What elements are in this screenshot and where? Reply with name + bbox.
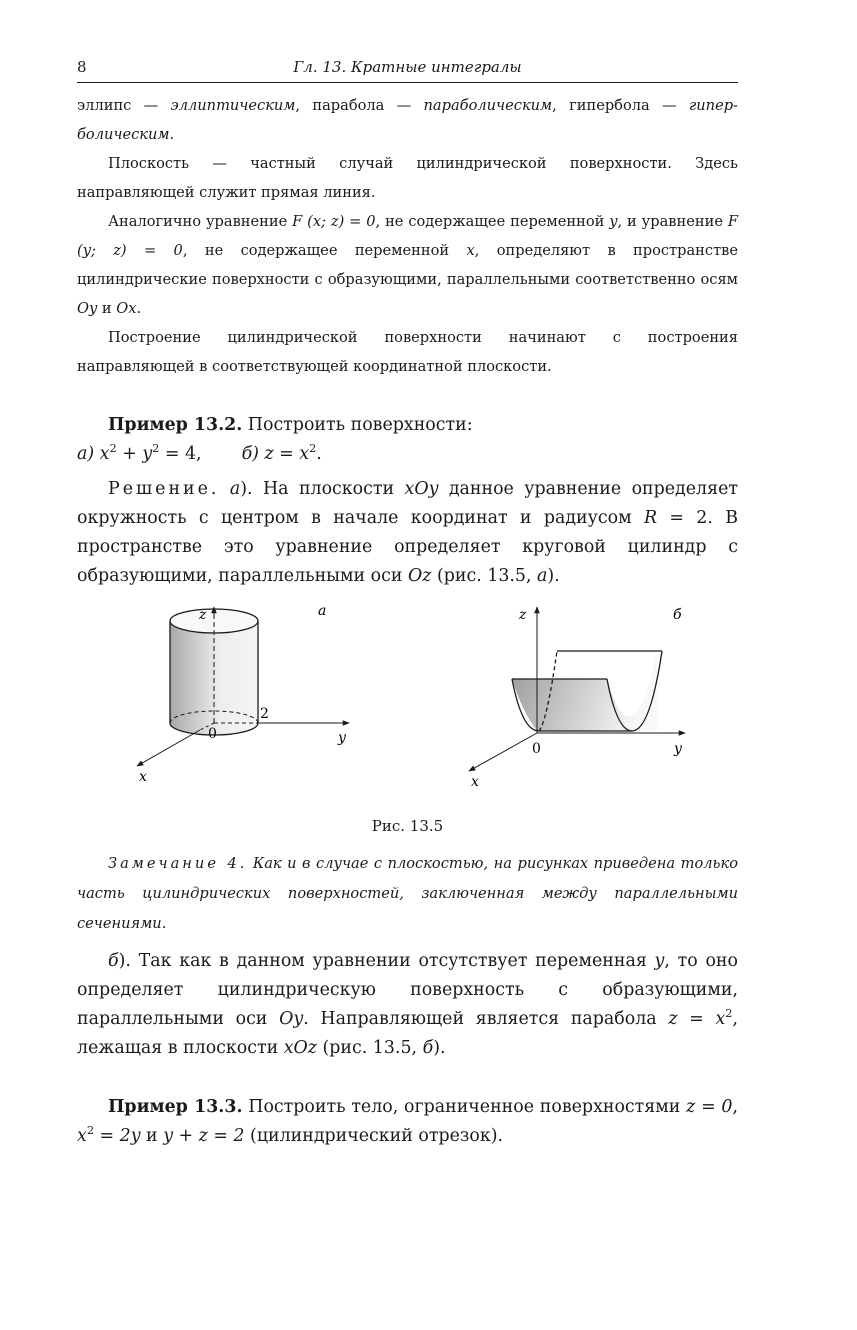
panel-b-label: б xyxy=(673,607,682,623)
panel-b-origin-label: 0 xyxy=(532,741,541,757)
figure-13-5 xyxy=(77,601,738,841)
panel-a-radius-label: 2 xyxy=(260,706,269,722)
panel-a-x-label: x xyxy=(139,769,147,785)
figure-drawing xyxy=(77,601,738,811)
panel-a-z-label: z xyxy=(199,607,207,623)
paragraph-construction: Построение цилиндрической поверхности начинают с построения направляющей в соответствующей координатной плоскости. xyxy=(77,329,738,375)
panel-a-label: а xyxy=(318,603,327,619)
remark-label: Замечание 4. xyxy=(108,855,248,872)
example-label: Пример 13.2. xyxy=(108,415,243,435)
panel-b-z-label: z xyxy=(519,607,527,623)
panel-a-y-label: y xyxy=(338,730,346,746)
figure-caption: Рис. 13.5 xyxy=(371,817,444,835)
paragraph-analogous: Аналогично уравнение F (x; z) = 0, не содержащее переменной y, и уравнение F (y; z) = 0, не содержащее переменной x, определяют в пространстве цилиндрические поверхности с образующими, параллельными соответственно осям Oy и Ox. xyxy=(77,213,738,317)
chapter-title: Гл. 13. Кратные интегралы xyxy=(293,58,522,76)
panel-a-origin-label: 0 xyxy=(208,726,217,742)
example-13-2: Пример 13.2. Построить поверхности: а) $x^2 + y^2 = 4$, б) $z = x^2$. xyxy=(77,415,473,464)
panel-b-x-label: x xyxy=(471,774,479,790)
remark-4: Замечание 4. Как и в случае с плоскостью, на рисунках приведена только часть цилиндрических поверхностей, заключенная между параллельными сечениями. xyxy=(77,855,738,932)
panel-b-y-label: y xyxy=(674,741,682,757)
page-number: 8 xyxy=(77,58,87,76)
paragraph-plane: Плоскость — частный случай цилиндрической поверхности. Здесь направляющей служит прямая линия. xyxy=(77,155,738,201)
solution-label: Решение. xyxy=(108,479,220,499)
panel-b-parabolic-cylinder xyxy=(469,607,685,771)
paragraph-cylinder-types: эллипс — эллиптическим, парабола — параболическим, гипербола — гипер-болическим. xyxy=(77,97,738,143)
book-page xyxy=(77,54,738,1151)
running-header xyxy=(77,54,738,83)
example-13-3: Пример 13.3. Построить тело, ограниченное поверхностями z = 0, $x^2 = 2y$ и y + z = 2 (цилиндрический отрезок). xyxy=(77,1097,739,1146)
panel-a-cylinder xyxy=(137,607,349,766)
solution-b: б). Так как в данном уравнении отсутствует переменная y, то оно определяет цилиндрическую поверхность с образующими, параллельными оси Oy. Направляющей является парабола $z = x^2$, лежащая в плоскости xOz (рис. 13.5, б). xyxy=(77,951,738,1058)
solution-a: Решение. а). На плоскости xOy данное уравнение определяет окружность с центром в начале координат и радиусом R = 2. В пространстве это уравнение определяет круговой цилиндр с образующими, параллельными оси Oz (рис. 13.5, а). xyxy=(77,479,739,586)
example-label: Пример 13.3. xyxy=(108,1097,243,1117)
